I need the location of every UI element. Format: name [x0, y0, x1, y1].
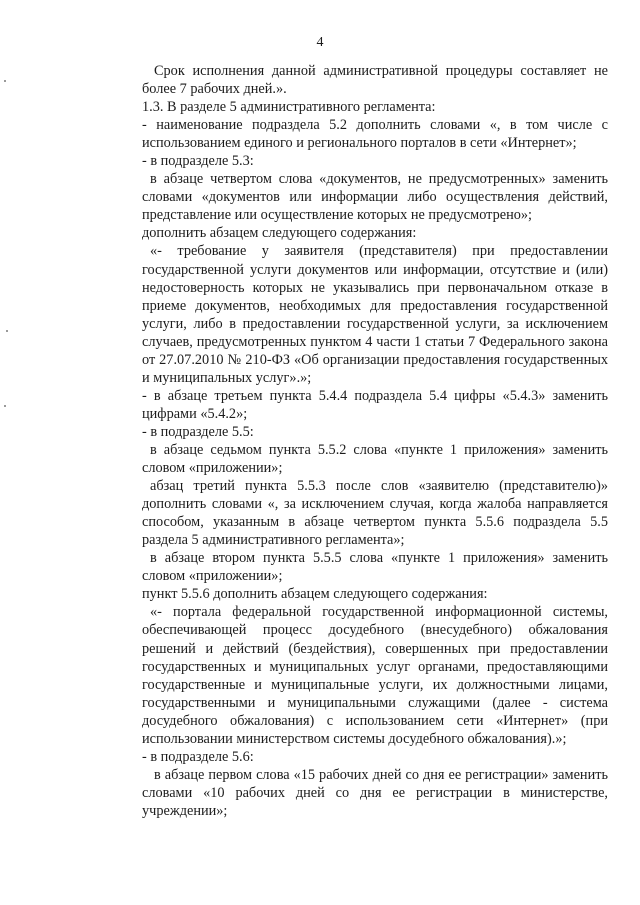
paragraph-5-5-2: в абзаце седьмом пункта 5.5.2 слова «пункте 1 приложения» заменить словом «приложении»; [142, 441, 608, 477]
paragraph-subsection-5-5: - в подразделе 5.5: [142, 423, 254, 440]
paragraph-first-abzac-5-6: в абзаце первом слова «15 рабочих дней со дня ее регистрации» заменить словами «10 рабочих дней со дня ее регистрации в министерстве, учреждении»; [142, 766, 608, 819]
paragraph-add-abzac: дополнить абзацем следующего содержания: [142, 225, 417, 242]
paragraph-subsection-5-2: - наименование подраздела 5.2 дополнить словами «, в том числе с использованием единого и регионального порталов в сети «Интернет»; [142, 117, 608, 152]
paragraph-procedure-deadline: Срок исполнения данной административной процедуры составляет не более 7 рабочих дней.». [142, 63, 608, 98]
paragraph-5-4-4: - в абзаце третьем пункта 5.4.4 подраздела 5.4 цифры «5.4.3» заменить цифрами «5.4.2»; [142, 387, 608, 422]
paragraph-fourth-abzac-5-3: в абзаце четвертом слова «документов, не предусмотренных» заменить словами «документов или информации либо осуществления действий, представление или осуществление которых не предусмотрено»; [142, 171, 608, 224]
paragraph-section-1-3: 1.3. В разделе 5 административного регламента: [142, 99, 436, 116]
page-number: 4 [316, 35, 324, 50]
scan-speck [6, 330, 8, 332]
paragraph-5-5-3: абзац третий пункта 5.5.3 после слов «заявителю (представителю)» дополнить словами «, за исключением случая, когда жалоба направляется способом, указанным в абзаце четвертом пункта 5.5.6 подраздела 5.5 раздела 5 административного регламента»; [142, 478, 608, 549]
paragraph-federal-portal: «- портала федеральной государственной информационной системы, обеспечивающей процесс досудебного (внесудебного) обжалования решений и действий (бездействия), совершенных при предоставлении государственных и муниципальных услуг органами, предоставляющими государственные и муниципальные услуги, их должностными лицами, государственными и муниципальными служащими (далее - система досудебного обжалования) с использованием сети «Интернет» (при использовании министерством системы досудебного обжалования).»; [142, 604, 608, 747]
scan-speck [4, 80, 6, 82]
scan-speck [4, 405, 6, 407]
paragraph-5-5-5: в абзаце втором пункта 5.5.5 слова «пункте 1 приложения» заменить словом «приложении»; [142, 550, 608, 585]
paragraph-5-5-6: пункт 5.5.6 дополнить абзацем следующего содержания: [142, 586, 488, 603]
paragraph-applicant-requirement: «- требование у заявителя (представителя) при предоставлении государственной услуги документов или информации, отсутствие и (или) недостоверность которых не указывались при первоначальном отказе в приеме документов, необходимых для предоставления государственной услуги, либо в предоставлении государственной услуги, за исключением случаев, предусмотренных пунктом 4 части 1 статьи 7 Федерального закона от 27.07.2010 № 210-ФЗ «Об организации предоставления государственных и муниципальных услуг».»; [142, 243, 608, 386]
document-body [142, 62, 608, 820]
paragraph-subsection-5-6: - в подразделе 5.6: [142, 748, 254, 765]
paragraph-subsection-5-3: - в подразделе 5.3: [142, 153, 254, 170]
